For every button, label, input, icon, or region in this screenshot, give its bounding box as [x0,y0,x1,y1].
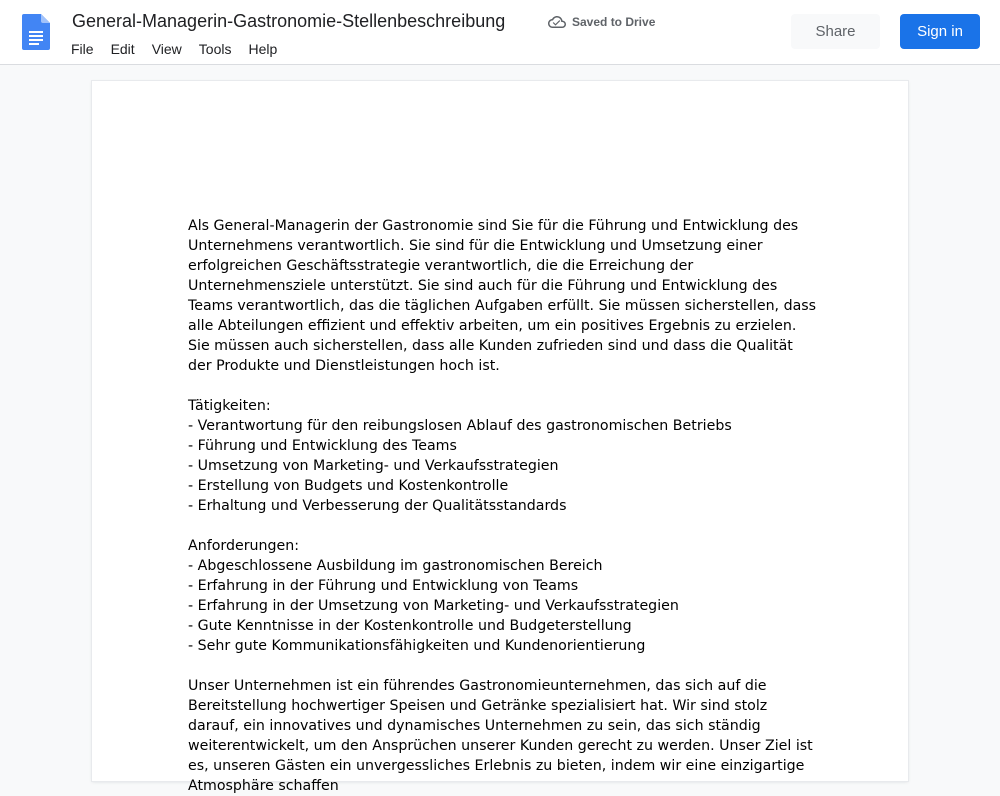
menu-tools[interactable]: Tools [198,41,232,57]
menu-view[interactable]: View [151,41,182,57]
list-item: - Verantwortung für den reibungslosen Ablauf des gastronomischen Betriebs [188,418,732,434]
paragraph-spacer [188,516,818,536]
saved-status-label: Saved to Drive [572,15,656,29]
requirements-heading: Anforderungen: [188,538,300,554]
list-item: - Sehr gute Kommunikationsfähigkeiten und Kundenorientierung [188,638,646,654]
sign-in-button[interactable]: Sign in [900,14,980,49]
list-item: - Erfahrung in der Führung und Entwicklung von Teams [188,578,579,594]
list-item: - Umsetzung von Marketing- und Verkaufsstrategien [188,458,559,474]
menu-bar [71,40,294,58]
list-item: - Erstellung von Budgets und Kostenkontrolle [188,478,509,494]
document-body[interactable] [188,216,818,796]
list-item: - Gute Kenntnisse in der Kostenkontrolle und Budgeterstellung [188,618,632,634]
list-item: - Erfahrung in der Umsetzung von Marketing- und Verkaufsstrategien [188,598,679,614]
app-header [0,0,1000,65]
menu-help[interactable]: Help [248,41,278,57]
share-button[interactable]: Share [791,14,880,49]
paragraph-spacer [188,376,818,396]
menu-edit[interactable]: Edit [110,41,135,57]
intro-paragraph: Als General-Managerin der Gastronomie sind Sie für die Führung und Entwicklung des Unternehmens verantwortlich. Sie sind für die Entwicklung und Umsetzung einer erfolgreichen Geschäftsstrategie verantwortlich, die die Erreichung der Unternehmensziele unterstützt. Sie sind auch für die Führung und Entwicklung des Teams verantwortlich, das die täglichen Aufgaben erfüllt. Sie müssen sicherstellen, dass alle Abteilungen effizient und effektiv arbeiten, um ein positives Ergebnis zu erzielen. Sie müssen auch sicherstellen, dass alle Kunden zufrieden sind und dass die Qualität der Produkte und Dienstleistungen hoch ist. [188,218,817,374]
paragraph-spacer [188,656,818,676]
cloud-done-icon [548,15,566,29]
document-title[interactable]: General-Managerin-Gastronomie-Stellenbeschreibung [72,11,506,31]
document-page[interactable] [92,81,908,794]
closing-paragraph: Unser Unternehmen ist ein führendes Gastronomieunternehmen, das sich auf die Bereitstellung hochwertiger Speisen und Getränke spezialisiert hat. Wir sind stolz darauf, ein innovatives und dynamisches Unternehmen zu sein, das sich ständig weiterentwickelt, um den Ansprüchen unserer Kunden gerecht zu werden. Unser Ziel ist es, unseren Gästen ein unvergessliches Erlebnis zu bieten, indem wir eine einzigartige Atmosphäre schaffen [188,678,813,794]
menu-file[interactable]: File [71,41,94,57]
list-item: - Führung und Entwicklung des Teams [188,438,457,454]
list-item: - Abgeschlossene Ausbildung im gastronomischen Bereich [188,558,603,574]
saved-status [548,13,655,31]
list-item: - Erhaltung und Verbesserung der Qualitätsstandards [188,498,567,514]
docs-logo-icon[interactable] [22,14,50,50]
tasks-heading: Tätigkeiten: [188,398,271,414]
